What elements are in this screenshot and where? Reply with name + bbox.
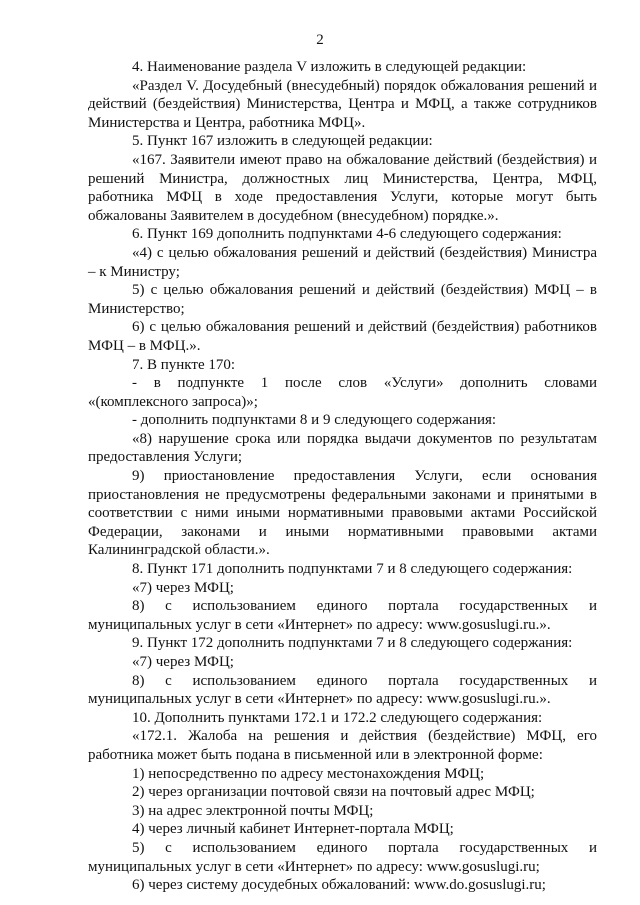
paragraph: 8. Пункт 171 дополнить подпунктами 7 и 8 следующего содержания: — [132, 561, 573, 578]
paragraph: «7) через МФЦ; — [132, 579, 234, 596]
paragraph: 6) с целью обжалования решений и действий (бездействия) работников МФЦ – в МФЦ.». — [88, 319, 597, 354]
paragraph: 6) через систему досудебных обжалований: www.do.gosuslugi.ru; — [132, 877, 546, 894]
paragraph: 4) через личный кабинет Интернет-портала МФЦ; — [132, 821, 454, 838]
paragraph: - дополнить подпунктами 8 и 9 следующего содержания: — [132, 412, 497, 429]
paragraph: 10. Дополнить пунктами 172.1 и 172.2 следующего содержания: — [132, 709, 543, 726]
paragraph: «4) с целью обжалования решений и действий (бездействия) Министра – к Министру; — [88, 244, 597, 280]
paragraph: 2) через организации почтовой связи на почтовый адрес МФЦ; — [132, 784, 535, 801]
paragraph: «8) нарушение срока или порядка выдачи документов по результатам предоставления Услуги; — [88, 430, 597, 466]
paragraph: 8) с использованием единого портала государственных и муниципальных услуг в сети «Интернет» по адресу: www.gosuslugi.ru.». — [88, 598, 597, 633]
paragraph: 5. Пункт 167 изложить в следующей редакции: — [132, 133, 433, 150]
paragraph: 1) непосредственно по адресу местонахождения МФЦ; — [132, 765, 485, 782]
paragraph: «7) через МФЦ; — [132, 654, 234, 670]
paragraph: «172.1. Жалоба на решения и действия (бездействие) МФЦ, его работника может быть подана в письменной или в электронной форме: — [88, 728, 597, 763]
document-body — [88, 58, 597, 895]
paragraph: «167. Заявители имеют право на обжалование действий (бездействия) и решений Министра, должностных лиц Министерства, Центра, МФЦ, работника МФЦ в ходе предоставления Услуги, которые могут быть обжалованы Заявителем в досудебном (внесудебном) порядке.». — [88, 151, 597, 224]
paragraph: 5) с целью обжалования решений и действий (бездействия) МФЦ – в Министерство; — [88, 282, 597, 317]
paragraph: 9) приостановление предоставления Услуги, если основания приостановления не предусмотрены федеральными законами и принятыми в соответствии с ними иными нормативными правовыми актами Российской Федерации, законами и иными нормативными правовыми актами Калининградской области.». — [88, 468, 597, 559]
page-number: 2 — [316, 32, 324, 48]
paragraph: 4. Наименование раздела V изложить в следующей редакции: — [132, 59, 527, 75]
paragraph: 5) с использованием единого портала государственных и муниципальных услуг в сети «Интернет» по адресу: www.gosuslugi.ru; — [88, 839, 597, 875]
paragraph: 7. В пункте 170: — [132, 356, 236, 373]
paragraph: - в подпункте 1 после слов «Услуги» дополнить словами «(комплексного запроса)»; — [88, 375, 597, 410]
paragraph: 8) с использованием единого портала государственных и муниципальных услуг в сети «Интернет» по адресу: www.gosuslugi.ru.». — [88, 672, 597, 708]
paragraph: 3) на адрес электронной почты МФЦ; — [132, 802, 374, 819]
paragraph: «Раздел V. Досудебный (внесудебный) порядок обжалования решений и действий (бездействия) Министерства, Центра и МФЦ, а также сотрудников Министерства и Центра, работника МФЦ». — [88, 77, 597, 131]
paragraph: 9. Пункт 172 дополнить подпунктами 7 и 8 следующего содержания: — [132, 635, 573, 652]
paragraph: 6. Пункт 169 дополнить подпунктами 4-6 следующего содержания: — [132, 226, 562, 243]
